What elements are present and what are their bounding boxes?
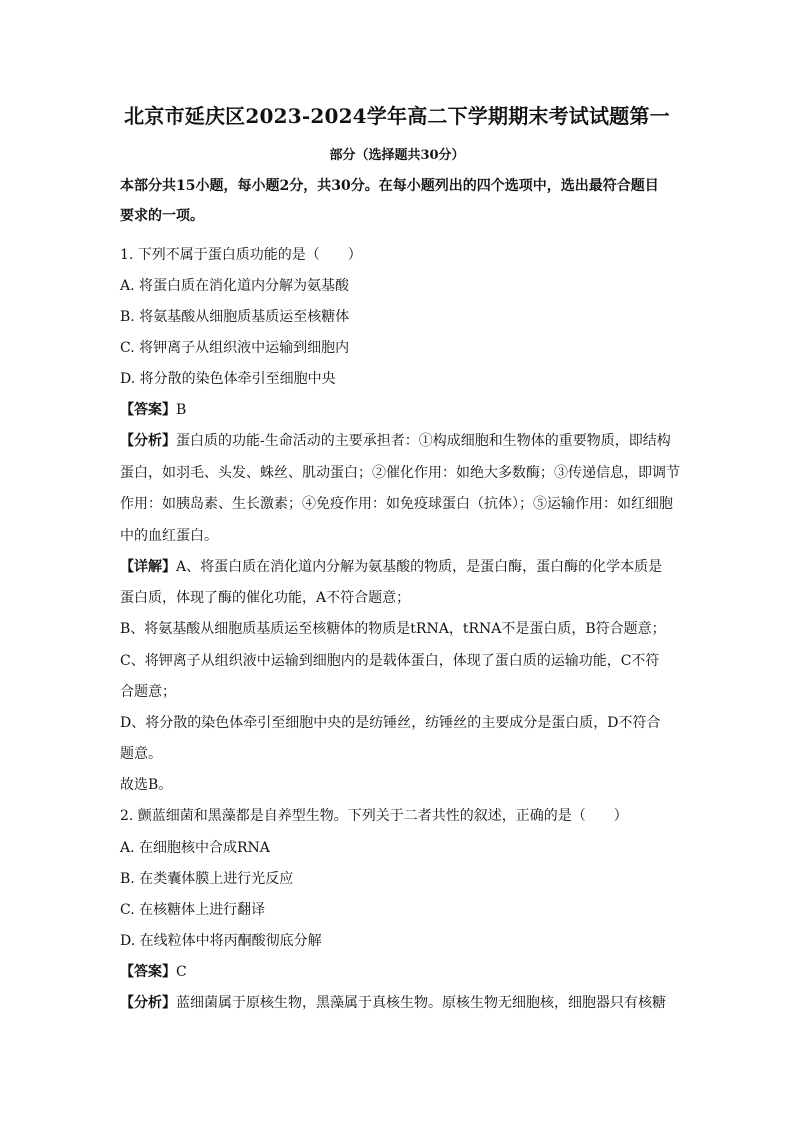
question-1-analysis xyxy=(120,431,671,451)
analysis-tag: 【分析】 xyxy=(120,995,176,1011)
question-2-stem: 2. 颤蓝细菌和黑藻都是自养型生物。下列关于二者共性的叙述，正确的是（ ） xyxy=(120,808,628,824)
detail-tag: 【详解】 xyxy=(120,559,176,575)
analysis-line: 中的血红蛋白。 xyxy=(120,528,218,544)
question-1-detail xyxy=(120,557,662,577)
question-1-stem: 1. 下列不属于蛋白质功能的是（ ） xyxy=(120,247,362,263)
answer-value: C xyxy=(176,964,187,980)
detail-line: D、将分散的染色体牵引至细胞中央的是纺锤丝，纺锤丝的主要成分是蛋白质，D不符合 xyxy=(120,715,661,731)
detail-text: A、将蛋白质在消化道内分解为氨基酸的物质，是蛋白酶，蛋白酶的化学本质是 xyxy=(176,559,663,575)
detail-line: C、将钾离子从组织液中运输到细胞内的是载体蛋白，体现了蛋白质的运输功能，C不符 xyxy=(120,653,660,669)
detail-line: 故选B。 xyxy=(120,777,173,793)
analysis-text: 蛋白质的功能-生命活动的主要承担者：①构成细胞和生物体的重要物质，即结构 xyxy=(176,433,671,449)
question-2-answer xyxy=(120,962,187,982)
answer-tag: 【答案】 xyxy=(120,964,176,980)
question-2-option-b: B. 在类囊体膜上进行光反应 xyxy=(120,871,294,887)
answer-tag: 【答案】 xyxy=(120,402,176,418)
analysis-line: 蛋白，如羽毛、头发、蛛丝、肌动蛋白；②催化作用：如绝大多数酶；③传递信息，即调节 xyxy=(120,465,680,481)
question-2-analysis xyxy=(120,993,666,1013)
analysis-text: 蓝细菌属于原核生物，黑藻属于真核生物。原核生物无细胞核，细胞器只有核糖 xyxy=(176,995,666,1011)
detail-line: 合题意； xyxy=(120,684,176,700)
detail-line: 题意。 xyxy=(120,746,162,762)
question-1-option-a: A. 将蛋白质在消化道内分解为氨基酸 xyxy=(120,278,350,294)
question-1-option-d: D. 将分散的染色体牵引至细胞中央 xyxy=(120,371,336,387)
page-title: 北京市延庆区2023-2024学年高二下学期期末考试试题第一 xyxy=(124,104,670,128)
question-1-option-b: B. 将氨基酸从细胞质基质运至核糖体 xyxy=(120,309,350,325)
detail-line: 蛋白质，体现了酶的催化功能，A不符合题意； xyxy=(120,590,411,606)
question-1-answer xyxy=(120,400,186,420)
analysis-tag: 【分析】 xyxy=(120,433,176,449)
question-1-option-c: C. 将钾离子从组织液中运输到细胞内 xyxy=(120,340,350,356)
question-2-option-c: C. 在核糖体上进行翻译 xyxy=(120,902,266,918)
question-2-option-d: D. 在线粒体中将丙酮酸彻底分解 xyxy=(120,933,322,949)
analysis-line: 作用：如胰岛素、生长激素；④免疫作用：如免疫球蛋白（抗体）；⑤运输作用：如红细胞 xyxy=(120,496,673,512)
detail-line: B、将氨基酸从细胞质基质运至核糖体的物质是tRNA，tRNA不是蛋白质，B符合题意； xyxy=(120,621,666,637)
question-2-option-a: A. 在细胞核中合成RNA xyxy=(120,840,270,856)
intro-line: 要求的一项。 xyxy=(120,208,204,224)
intro-line: 本部分共15小题，每小题2分，共30分。在每小题列出的四个选项中，选出最符合题目 xyxy=(120,178,659,194)
section-subtitle: 部分（选择题共30分） xyxy=(329,148,465,163)
answer-value: B xyxy=(176,402,187,418)
